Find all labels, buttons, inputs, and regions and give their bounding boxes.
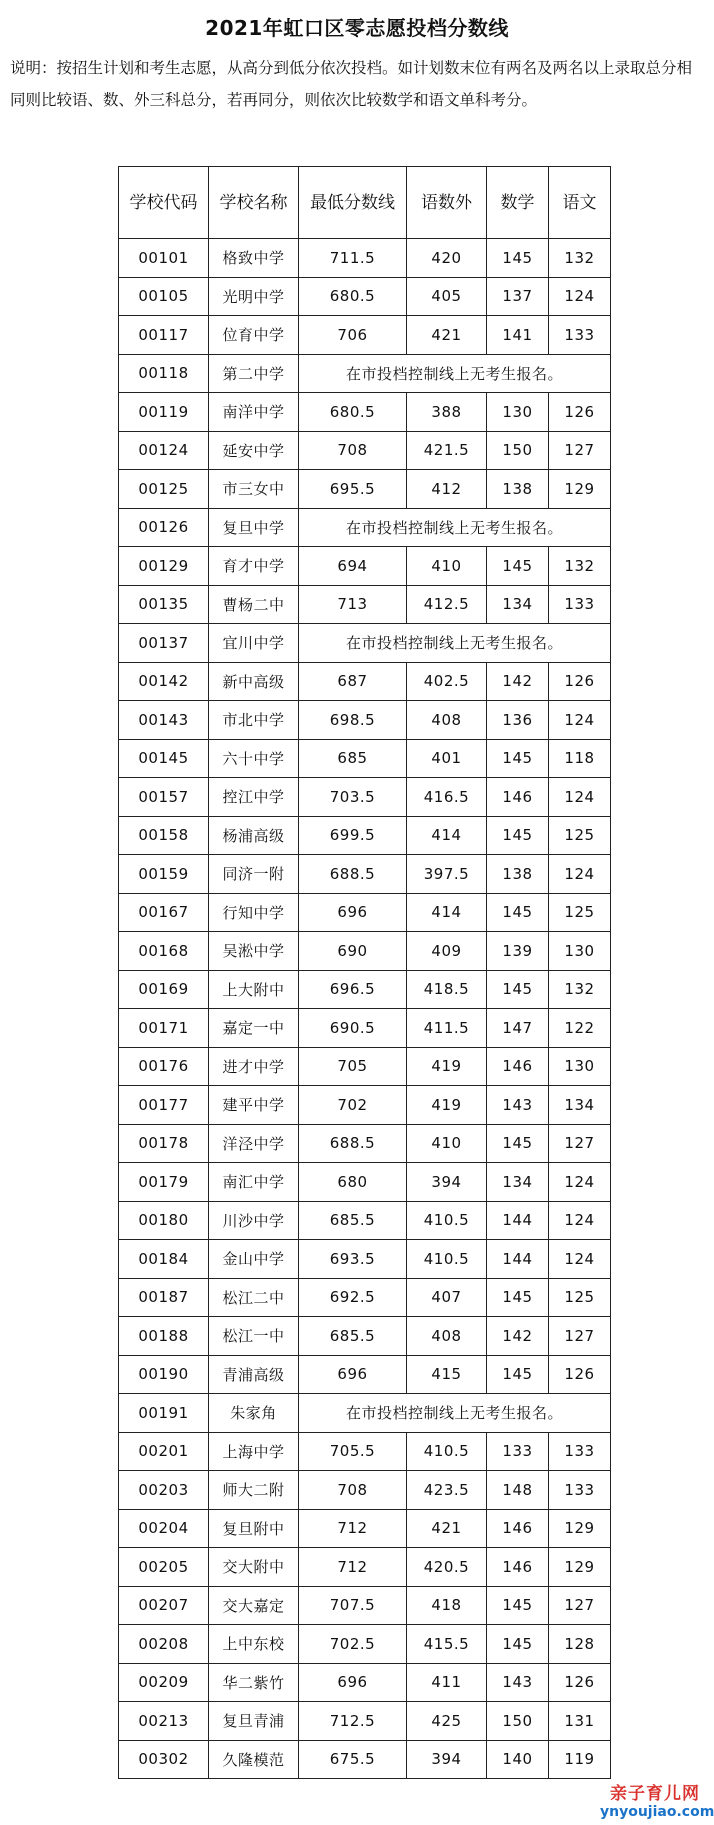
cell-min-score: 712.5 <box>299 1702 407 1741</box>
cell-chinese: 132 <box>549 547 611 586</box>
cell-min-score: 675.5 <box>299 1740 407 1779</box>
site-watermark <box>600 1784 714 1821</box>
table-row <box>119 508 611 547</box>
cell-school-code: 00209 <box>119 1663 209 1702</box>
cell-school-code: 00117 <box>119 316 209 355</box>
table-row <box>119 1047 611 1086</box>
cell-three-subject-total: 416.5 <box>407 778 487 817</box>
watermark-en: ynyoujiao.com <box>600 1804 714 1820</box>
table-row <box>119 624 611 663</box>
cell-min-score: 688.5 <box>299 855 407 894</box>
cell-school-name: 宜川中学 <box>209 624 299 663</box>
table-row <box>119 393 611 432</box>
cell-math: 130 <box>487 393 549 432</box>
cell-three-subject-total: 410 <box>407 1124 487 1163</box>
cell-min-score: 680 <box>299 1163 407 1202</box>
cell-school-code: 00126 <box>119 508 209 547</box>
cell-three-subject-total: 394 <box>407 1740 487 1779</box>
table-row <box>119 1471 611 1510</box>
cell-school-code: 00119 <box>119 393 209 432</box>
cell-three-subject-total: 421.5 <box>407 431 487 470</box>
header-math: 数学 <box>487 167 549 239</box>
table-row <box>119 585 611 624</box>
cell-school-code: 00168 <box>119 932 209 971</box>
cell-math: 145 <box>487 1278 549 1317</box>
cell-math: 146 <box>487 1548 549 1587</box>
cell-chinese: 133 <box>549 1432 611 1471</box>
table-row <box>119 1124 611 1163</box>
cell-three-subject-total: 402.5 <box>407 662 487 701</box>
table-row <box>119 1086 611 1125</box>
cell-chinese: 129 <box>549 1548 611 1587</box>
cell-three-subject-total: 414 <box>407 816 487 855</box>
cell-chinese: 124 <box>549 1163 611 1202</box>
cell-school-code: 00129 <box>119 547 209 586</box>
cell-math: 140 <box>487 1740 549 1779</box>
cell-math: 134 <box>487 1163 549 1202</box>
cell-three-subject-total: 414 <box>407 893 487 932</box>
cell-three-subject-total: 409 <box>407 932 487 971</box>
cell-chinese: 133 <box>549 316 611 355</box>
header-three-subject-total: 语数外 <box>407 167 487 239</box>
cell-three-subject-total: 423.5 <box>407 1471 487 1510</box>
cell-min-score: 687 <box>299 662 407 701</box>
cell-min-score: 680.5 <box>299 393 407 432</box>
cell-three-subject-total: 410.5 <box>407 1240 487 1279</box>
cell-chinese: 127 <box>549 1124 611 1163</box>
cell-math: 146 <box>487 778 549 817</box>
cell-three-subject-total: 408 <box>407 701 487 740</box>
cell-min-score: 712 <box>299 1548 407 1587</box>
cell-min-score: 693.5 <box>299 1240 407 1279</box>
cell-chinese: 127 <box>549 431 611 470</box>
cell-school-name: 位育中学 <box>209 316 299 355</box>
cell-min-score: 699.5 <box>299 816 407 855</box>
cell-school-code: 00145 <box>119 739 209 778</box>
cell-math: 150 <box>487 1702 549 1741</box>
cell-school-name: 朱家角 <box>209 1394 299 1433</box>
cell-math: 146 <box>487 1047 549 1086</box>
cell-math: 145 <box>487 1586 549 1625</box>
explanation-note: 说明：按招生计划和考生志愿，从高分到低分依次投档。如计划数末位有两名及两名以上录取总分相同则比较语、数、外三科总分，若再同分，则依次比较数学和语文单科考分。 <box>10 59 693 109</box>
cell-three-subject-total: 411 <box>407 1663 487 1702</box>
cell-min-score: 690 <box>299 932 407 971</box>
cell-school-name: 嘉定一中 <box>209 1009 299 1048</box>
cell-school-code: 00203 <box>119 1471 209 1510</box>
cell-school-code: 00207 <box>119 1586 209 1625</box>
cell-school-name: 育才中学 <box>209 547 299 586</box>
cell-three-subject-total: 425 <box>407 1702 487 1741</box>
cell-school-name: 华二紫竹 <box>209 1663 299 1702</box>
cell-school-name: 金山中学 <box>209 1240 299 1279</box>
table-row <box>119 1240 611 1279</box>
table-row <box>119 1355 611 1394</box>
table-body <box>119 239 611 1779</box>
table-row <box>119 816 611 855</box>
cell-min-score: 713 <box>299 585 407 624</box>
cell-min-score: 695.5 <box>299 470 407 509</box>
cell-math: 147 <box>487 1009 549 1048</box>
table-row <box>119 431 611 470</box>
cell-three-subject-total: 421 <box>407 1509 487 1548</box>
cell-school-name: 第二中学 <box>209 354 299 393</box>
cell-chinese: 124 <box>549 1240 611 1279</box>
cell-min-score: 708 <box>299 1471 407 1510</box>
cell-school-name: 格致中学 <box>209 239 299 278</box>
table-row <box>119 1201 611 1240</box>
cell-min-score: 707.5 <box>299 1586 407 1625</box>
cell-chinese: 127 <box>549 1586 611 1625</box>
cell-three-subject-total: 420.5 <box>407 1548 487 1587</box>
cell-math: 145 <box>487 739 549 778</box>
cell-remark: 在市投档控制线上无考生报名。 <box>299 508 611 547</box>
cell-math: 142 <box>487 1317 549 1356</box>
cell-school-code: 00177 <box>119 1086 209 1125</box>
cell-math: 145 <box>487 239 549 278</box>
cell-math: 136 <box>487 701 549 740</box>
cell-school-code: 00159 <box>119 855 209 894</box>
cell-school-code: 00180 <box>119 1201 209 1240</box>
cell-math: 150 <box>487 431 549 470</box>
table-row <box>119 239 611 278</box>
header-chinese: 语文 <box>549 167 611 239</box>
cell-school-name: 市三女中 <box>209 470 299 509</box>
cell-school-code: 00179 <box>119 1163 209 1202</box>
cell-three-subject-total: 410.5 <box>407 1432 487 1471</box>
cell-school-name: 行知中学 <box>209 893 299 932</box>
cell-min-score: 696 <box>299 893 407 932</box>
table-row <box>119 1702 611 1741</box>
table-row <box>119 893 611 932</box>
cell-school-code: 00178 <box>119 1124 209 1163</box>
cell-math: 138 <box>487 855 549 894</box>
table-row <box>119 662 611 701</box>
cell-school-code: 00118 <box>119 354 209 393</box>
cell-school-name: 复旦附中 <box>209 1509 299 1548</box>
cell-school-code: 00135 <box>119 585 209 624</box>
cell-school-name: 进才中学 <box>209 1047 299 1086</box>
cell-math: 143 <box>487 1086 549 1125</box>
cell-school-name: 上中东校 <box>209 1625 299 1664</box>
cell-three-subject-total: 407 <box>407 1278 487 1317</box>
cell-school-code: 00190 <box>119 1355 209 1394</box>
cell-chinese: 132 <box>549 239 611 278</box>
cell-min-score: 692.5 <box>299 1278 407 1317</box>
cell-chinese: 130 <box>549 932 611 971</box>
cell-remark: 在市投档控制线上无考生报名。 <box>299 1394 611 1433</box>
cell-math: 138 <box>487 470 549 509</box>
cell-chinese: 128 <box>549 1625 611 1664</box>
cell-chinese: 124 <box>549 701 611 740</box>
table-row <box>119 1663 611 1702</box>
cell-chinese: 129 <box>549 1509 611 1548</box>
cell-school-name: 南汇中学 <box>209 1163 299 1202</box>
cell-three-subject-total: 408 <box>407 1317 487 1356</box>
cell-chinese: 124 <box>549 1201 611 1240</box>
cell-math: 145 <box>487 1625 549 1664</box>
table-row <box>119 1394 611 1433</box>
cell-min-score: 708 <box>299 431 407 470</box>
cell-chinese: 125 <box>549 893 611 932</box>
cell-chinese: 134 <box>549 1086 611 1125</box>
cell-remark: 在市投档控制线上无考生报名。 <box>299 354 611 393</box>
cell-school-name: 市北中学 <box>209 701 299 740</box>
cell-min-score: 705 <box>299 1047 407 1086</box>
cell-school-name: 松江二中 <box>209 1278 299 1317</box>
cell-min-score: 690.5 <box>299 1009 407 1048</box>
table-row <box>119 1625 611 1664</box>
cell-min-score: 688.5 <box>299 1124 407 1163</box>
cell-chinese: 118 <box>549 739 611 778</box>
table-row <box>119 1548 611 1587</box>
cell-school-name: 延安中学 <box>209 431 299 470</box>
cell-math: 141 <box>487 316 549 355</box>
cell-chinese: 127 <box>549 1317 611 1356</box>
cell-school-code: 00124 <box>119 431 209 470</box>
cell-three-subject-total: 410 <box>407 547 487 586</box>
cell-math: 145 <box>487 893 549 932</box>
cell-three-subject-total: 421 <box>407 316 487 355</box>
cell-min-score: 680.5 <box>299 277 407 316</box>
table-row <box>119 1586 611 1625</box>
cell-school-name: 洋泾中学 <box>209 1124 299 1163</box>
cell-school-name: 同济一附 <box>209 855 299 894</box>
cell-chinese: 133 <box>549 1471 611 1510</box>
header-school-code: 学校代码 <box>119 167 209 239</box>
cell-three-subject-total: 415 <box>407 1355 487 1394</box>
cell-chinese: 125 <box>549 1278 611 1317</box>
cell-three-subject-total: 411.5 <box>407 1009 487 1048</box>
cell-chinese: 125 <box>549 816 611 855</box>
cell-school-name: 川沙中学 <box>209 1201 299 1240</box>
cell-three-subject-total: 394 <box>407 1163 487 1202</box>
cell-min-score: 685.5 <box>299 1317 407 1356</box>
cell-school-code: 00205 <box>119 1548 209 1587</box>
cell-chinese: 131 <box>549 1702 611 1741</box>
cell-min-score: 685 <box>299 739 407 778</box>
cell-math: 142 <box>487 662 549 701</box>
cell-school-name: 建平中学 <box>209 1086 299 1125</box>
cell-school-name: 上海中学 <box>209 1432 299 1471</box>
table-row <box>119 1163 611 1202</box>
table-row <box>119 970 611 1009</box>
cell-school-name: 久隆模范 <box>209 1740 299 1779</box>
cell-school-name: 师大二附 <box>209 1471 299 1510</box>
cell-math: 145 <box>487 816 549 855</box>
cell-chinese: 122 <box>549 1009 611 1048</box>
cell-math: 146 <box>487 1509 549 1548</box>
cell-math: 143 <box>487 1663 549 1702</box>
table-row <box>119 1317 611 1356</box>
cell-min-score: 696.5 <box>299 970 407 1009</box>
cell-math: 137 <box>487 277 549 316</box>
cell-school-code: 00169 <box>119 970 209 1009</box>
cell-three-subject-total: 388 <box>407 393 487 432</box>
cell-school-code: 00143 <box>119 701 209 740</box>
cell-school-code: 00167 <box>119 893 209 932</box>
cell-math: 144 <box>487 1201 549 1240</box>
score-table <box>118 166 611 1779</box>
cell-school-code: 00184 <box>119 1240 209 1279</box>
cell-chinese: 119 <box>549 1740 611 1779</box>
cell-school-code: 00137 <box>119 624 209 663</box>
table-row <box>119 1509 611 1548</box>
cell-chinese: 132 <box>549 970 611 1009</box>
table-row <box>119 316 611 355</box>
cell-math: 148 <box>487 1471 549 1510</box>
cell-school-code: 00105 <box>119 277 209 316</box>
cell-school-code: 00187 <box>119 1278 209 1317</box>
cell-three-subject-total: 397.5 <box>407 855 487 894</box>
cell-school-code: 00191 <box>119 1394 209 1433</box>
cell-math: 145 <box>487 1124 549 1163</box>
table-row <box>119 354 611 393</box>
cell-chinese: 124 <box>549 277 611 316</box>
cell-math: 139 <box>487 932 549 971</box>
cell-school-name: 上大附中 <box>209 970 299 1009</box>
cell-math: 145 <box>487 1355 549 1394</box>
table-row <box>119 1740 611 1779</box>
cell-chinese: 124 <box>549 855 611 894</box>
cell-three-subject-total: 405 <box>407 277 487 316</box>
cell-school-name: 六十中学 <box>209 739 299 778</box>
cell-school-code: 00204 <box>119 1509 209 1548</box>
table-row <box>119 855 611 894</box>
cell-school-name: 光明中学 <box>209 277 299 316</box>
page-title: 2021年虹口区零志愿投档分数线 <box>205 16 509 40</box>
cell-min-score: 694 <box>299 547 407 586</box>
cell-min-score: 698.5 <box>299 701 407 740</box>
cell-three-subject-total: 418 <box>407 1586 487 1625</box>
table-row <box>119 932 611 971</box>
cell-math: 134 <box>487 585 549 624</box>
cell-three-subject-total: 412.5 <box>407 585 487 624</box>
cell-min-score: 711.5 <box>299 239 407 278</box>
cell-min-score: 703.5 <box>299 778 407 817</box>
cell-three-subject-total: 412 <box>407 470 487 509</box>
cell-three-subject-total: 410.5 <box>407 1201 487 1240</box>
table-row <box>119 1009 611 1048</box>
table-row <box>119 470 611 509</box>
cell-min-score: 685.5 <box>299 1201 407 1240</box>
cell-school-code: 00157 <box>119 778 209 817</box>
cell-three-subject-total: 419 <box>407 1047 487 1086</box>
table-row <box>119 1278 611 1317</box>
cell-school-name: 复旦中学 <box>209 508 299 547</box>
table-row <box>119 778 611 817</box>
table-row <box>119 277 611 316</box>
cell-school-name: 曹杨二中 <box>209 585 299 624</box>
header-min-score: 最低分数线 <box>299 167 407 239</box>
table-header-row <box>119 167 611 239</box>
cell-chinese: 126 <box>549 662 611 701</box>
cell-school-name: 复旦青浦 <box>209 1702 299 1741</box>
cell-three-subject-total: 415.5 <box>407 1625 487 1664</box>
cell-three-subject-total: 420 <box>407 239 487 278</box>
cell-remark: 在市投档控制线上无考生报名。 <box>299 624 611 663</box>
table-row <box>119 739 611 778</box>
cell-school-code: 00101 <box>119 239 209 278</box>
cell-school-code: 00213 <box>119 1702 209 1741</box>
cell-school-code: 00188 <box>119 1317 209 1356</box>
cell-school-name: 南洋中学 <box>209 393 299 432</box>
cell-school-code: 00158 <box>119 816 209 855</box>
cell-min-score: 705.5 <box>299 1432 407 1471</box>
cell-school-code: 00176 <box>119 1047 209 1086</box>
cell-min-score: 712 <box>299 1509 407 1548</box>
cell-math: 145 <box>487 547 549 586</box>
cell-math: 145 <box>487 970 549 1009</box>
cell-school-name: 吴淞中学 <box>209 932 299 971</box>
table-row <box>119 701 611 740</box>
cell-three-subject-total: 418.5 <box>407 970 487 1009</box>
cell-school-code: 00208 <box>119 1625 209 1664</box>
cell-school-name: 松江一中 <box>209 1317 299 1356</box>
header-school-name: 学校名称 <box>209 167 299 239</box>
cell-school-code: 00302 <box>119 1740 209 1779</box>
cell-min-score: 706 <box>299 316 407 355</box>
cell-three-subject-total: 401 <box>407 739 487 778</box>
cell-chinese: 133 <box>549 585 611 624</box>
cell-school-code: 00171 <box>119 1009 209 1048</box>
cell-chinese: 129 <box>549 470 611 509</box>
watermark-cn: 亲子育儿网 <box>610 1784 700 1804</box>
table-row <box>119 1432 611 1471</box>
cell-school-name: 青浦高级 <box>209 1355 299 1394</box>
cell-chinese: 126 <box>549 1663 611 1702</box>
cell-chinese: 126 <box>549 1355 611 1394</box>
cell-school-name: 杨浦高级 <box>209 816 299 855</box>
cell-school-name: 新中高级 <box>209 662 299 701</box>
cell-school-name: 控江中学 <box>209 778 299 817</box>
cell-chinese: 130 <box>549 1047 611 1086</box>
cell-math: 144 <box>487 1240 549 1279</box>
cell-min-score: 702.5 <box>299 1625 407 1664</box>
cell-min-score: 696 <box>299 1355 407 1394</box>
cell-min-score: 696 <box>299 1663 407 1702</box>
cell-chinese: 124 <box>549 778 611 817</box>
cell-school-code: 00142 <box>119 662 209 701</box>
cell-school-code: 00125 <box>119 470 209 509</box>
cell-school-name: 交大附中 <box>209 1548 299 1587</box>
cell-math: 133 <box>487 1432 549 1471</box>
cell-school-name: 交大嘉定 <box>209 1586 299 1625</box>
cell-chinese: 126 <box>549 393 611 432</box>
cell-school-code: 00201 <box>119 1432 209 1471</box>
cell-min-score: 702 <box>299 1086 407 1125</box>
cell-three-subject-total: 419 <box>407 1086 487 1125</box>
table-row <box>119 547 611 586</box>
